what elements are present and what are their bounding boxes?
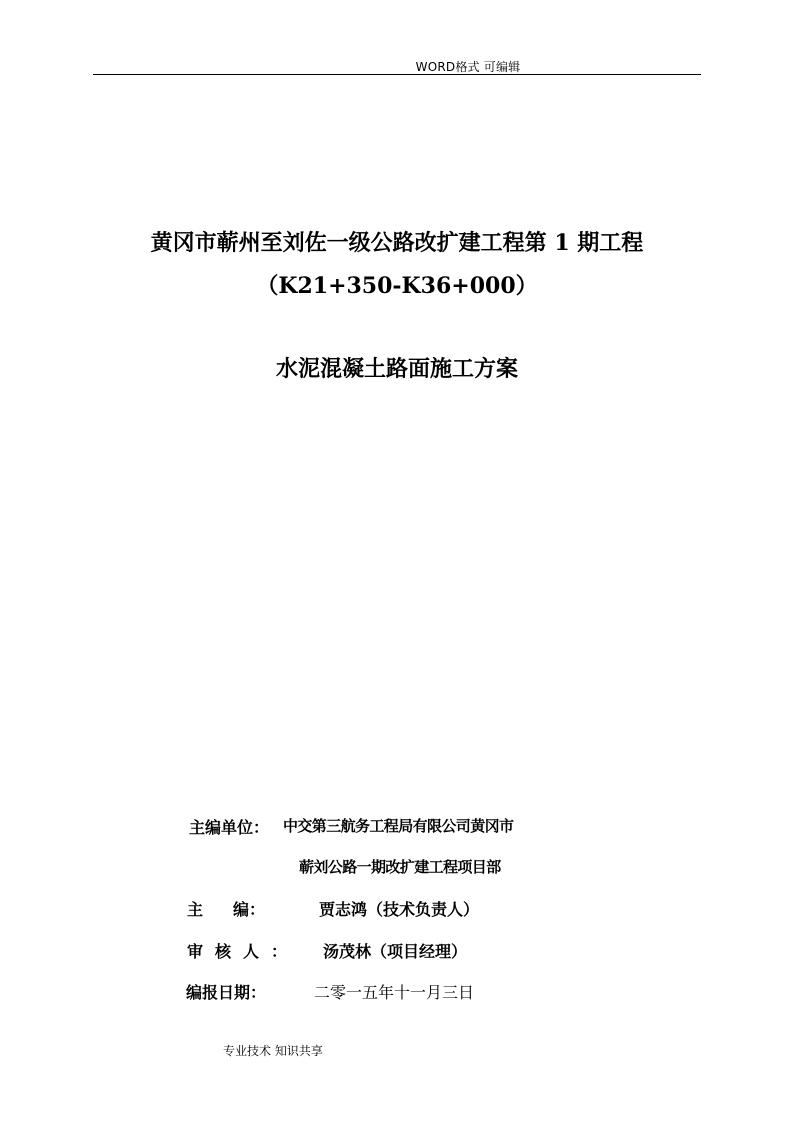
reviewer-label: 审核人： (187, 942, 288, 961)
page-header: WORD格式 可编辑 (415, 60, 521, 74)
project-chainage: （K21+350-K36+000） (256, 273, 538, 299)
reviewer-value: 汤茂林（项目经理） (323, 942, 468, 961)
report-date-label: 编报日期： (186, 983, 267, 1002)
compiling-unit-value-line1: 中交第三航务工程局有限公司黄冈市 (283, 817, 514, 835)
compiling-unit-label: 主编单位： (189, 818, 270, 837)
chief-editor-value: 贾志鸿（技术负责人） (319, 900, 480, 919)
project-title: 黄冈市蕲州至刘佐一级公路改扩建工程第 1 期工程 (150, 230, 644, 256)
header-divider (93, 74, 701, 75)
document-title: 水泥混凝土路面施工方案 (275, 356, 518, 382)
compiling-unit-value-line2: 蕲刘公路一期改扩建工程项目部 (299, 858, 501, 876)
report-date-value: 二零一五年十一月三日 (314, 983, 475, 1002)
chief-editor-label: 主编： (187, 900, 266, 919)
page-footer: 专业技术 知识共享 (223, 1044, 323, 1058)
